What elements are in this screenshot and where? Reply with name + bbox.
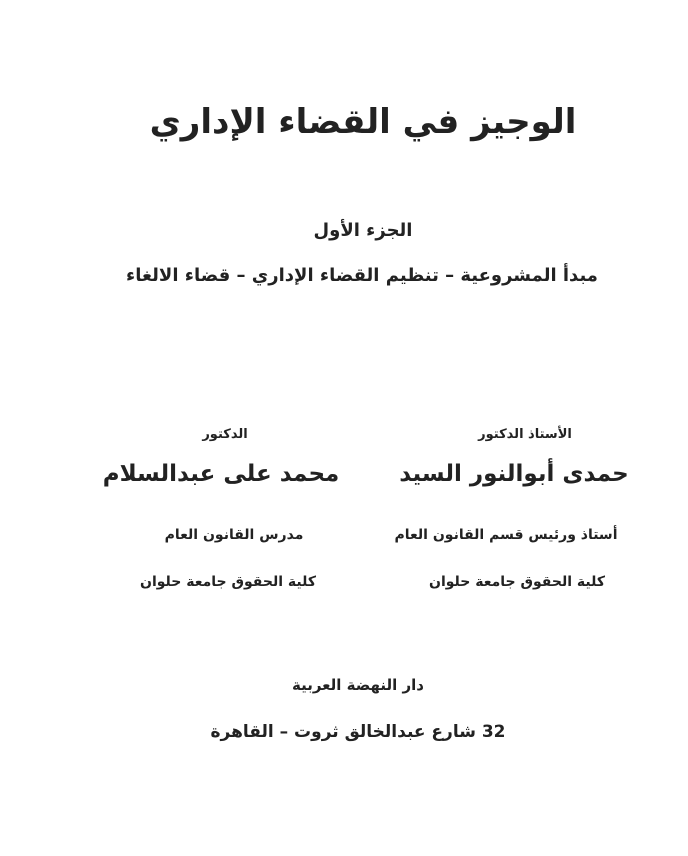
author-2-name: محمد على عبدالسلام [102,461,340,487]
author-2-affiliation: كلية الحقوق جامعة حلوان [140,574,316,590]
publisher-address: 32 شارع عبدالخالق ثروت – القاهرة [210,722,506,742]
publisher-name: دار النهضة العربية [291,676,425,694]
author-2-title: الدكتور [202,427,248,442]
book-title: الوجيز في القضاء الإداري [149,102,577,142]
author-1-title: الأستاذ الدكتور [478,427,572,442]
author-1-position: أستاذ ورئيس قسم القانون العام [394,527,618,543]
author-1-name: حمدى أبوالنور السيد [399,461,629,487]
author-2-position: مدرس القانون العام [164,527,304,543]
book-subtitle: مبدأ المشروعية – تنظيم القضاء الإداري – قضاء الالغاء [126,265,598,286]
part-label: الجزء الأول [313,220,413,241]
author-1-affiliation: كلية الحقوق جامعة حلوان [429,574,605,590]
